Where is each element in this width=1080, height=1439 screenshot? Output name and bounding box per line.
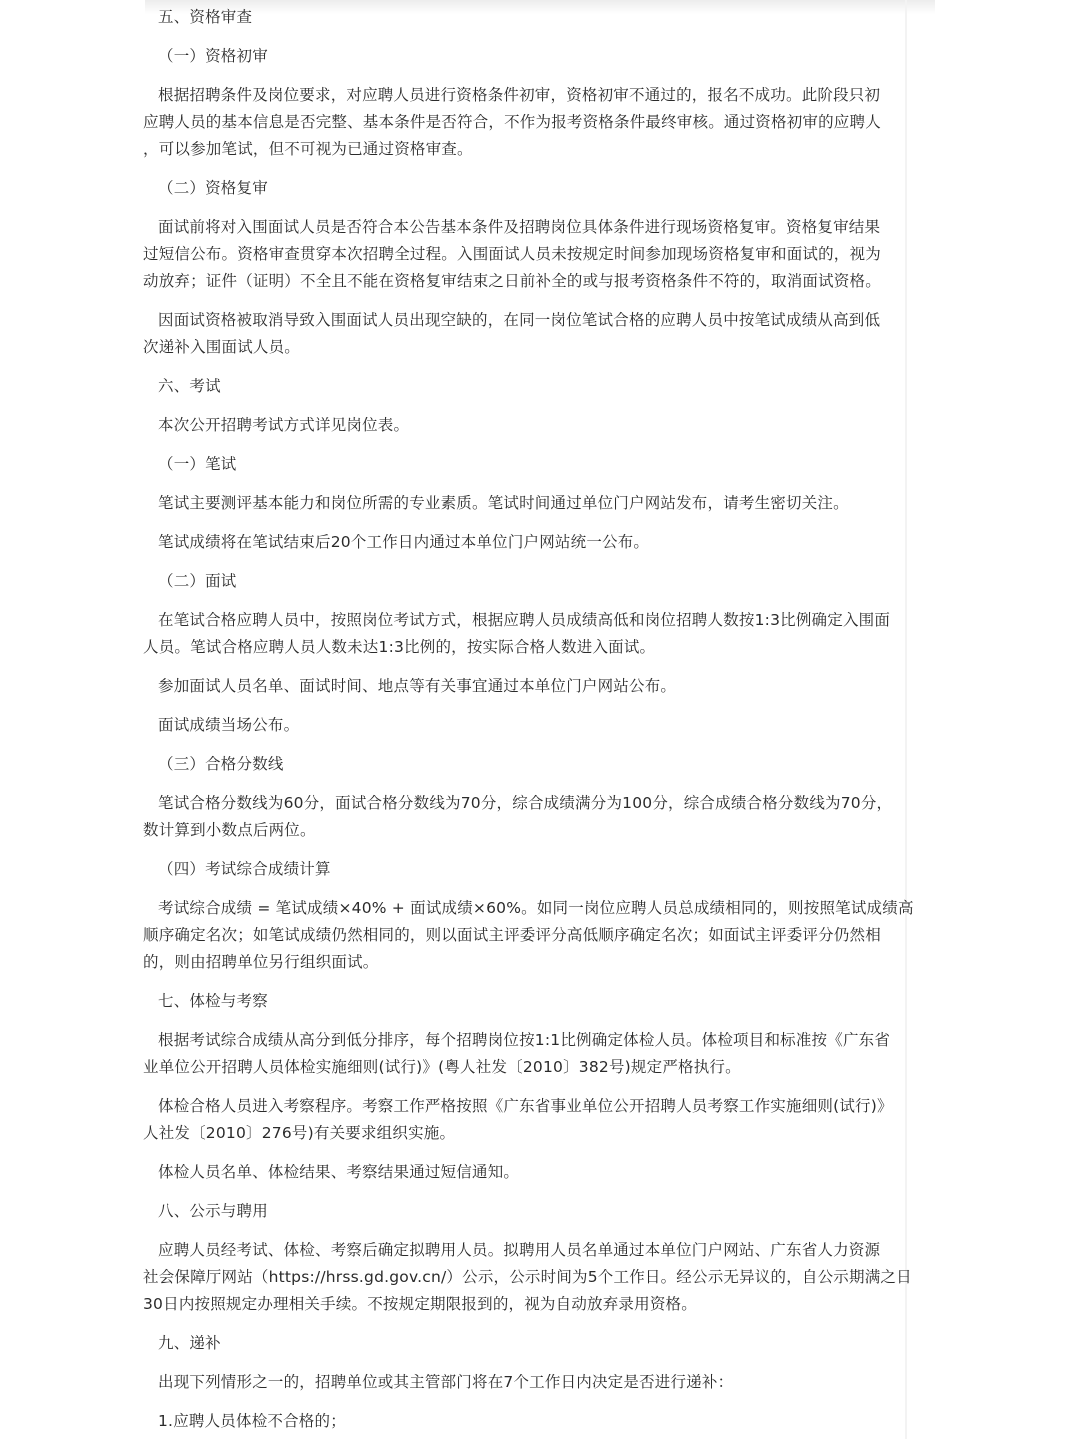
paragraph-line: 本次公开招聘考试方式详见岗位表。 — [158, 416, 410, 434]
heading-publicity: 八、公示与聘用 — [158, 1202, 268, 1220]
subheading-pass-score: （三）合格分数线 — [158, 755, 284, 773]
subheading-written-exam: （一）笔试 — [158, 455, 237, 473]
paragraph-line: 30日内按照规定办理相关手续。不按规定期限报到的，视为自动放弃录用资格。 — [143, 1295, 697, 1313]
subheading-composite-score: （四）考试综合成绩计算 — [158, 860, 331, 878]
paragraph-line: 人社发〔2010〕276号)有关要求组织实施。 — [143, 1124, 456, 1142]
paragraph-line: 出现下列情形之一的，招聘单位或其主管部门将在7个工作日内决定是否进行递补： — [158, 1373, 734, 1391]
paragraph-line: 社会保障厅网站（https://hrss.gd.gov.cn/）公示，公示时间为5个工作日。经公示无异议的，自公示期满之日 — [143, 1268, 912, 1286]
paragraph-line: 过短信公布。资格审查贯穿本次招聘全过程。入围面试人员未按规定时间参加现场资格复审和面试的，视为 — [143, 245, 881, 263]
paragraph-line: 因面试资格被取消导致入围面试人员出现空缺的，在同一岗位笔试合格的应聘人员中按笔试成绩从高到低 — [158, 311, 881, 329]
subheading-re-review: （二）资格复审 — [158, 179, 268, 197]
subheading-initial-review: （一）资格初审 — [158, 47, 268, 65]
paragraph-line: 面试前将对入围面试人员是否符合本公告基本条件及招聘岗位具体条件进行现场资格复审。资格复审结果 — [158, 218, 881, 236]
paragraph-line: 顺序确定名次；如笔试成绩仍然相同的，则以面试主评委评分高低顺序确定名次；如面试主评委评分仍然相 — [143, 926, 881, 944]
paragraph-line: 数计算到小数点后两位。 — [143, 821, 316, 839]
paragraph-line: 笔试主要测评基本能力和岗位所需的专业素质。笔试时间通过单位门户网站发布，请考生密切关注。 — [158, 494, 849, 512]
heading-exam: 六、考试 — [158, 377, 221, 395]
paragraph-line: 考试综合成绩 = 笔试成绩×40% + 面试成绩×60%。如同一岗位应聘人员总成绩相同的，则按照笔试成绩高 — [158, 899, 914, 917]
paragraph-line: 应聘人员的基本信息是否完整、基本条件是否符合，不作为报考资格条件最终审核。通过资格初审的应聘人 — [143, 113, 881, 131]
heading-qualification-review: 五、资格审查 — [158, 8, 253, 26]
paragraph-line: 的，则由招聘单位另行组织面试。 — [143, 953, 379, 971]
paragraph-line: 笔试成绩将在笔试结束后20个工作日内通过本单位门户网站统一公布。 — [158, 533, 650, 551]
paragraph-line: 根据考试综合成绩从高分到低分排序，每个招聘岗位按1:1比例确定体检人员。体检项目和标准按《广东省 — [158, 1031, 891, 1049]
heading-replacement: 九、递补 — [158, 1334, 221, 1352]
list-item: 1.应聘人员体检不合格的； — [158, 1412, 346, 1430]
paragraph-line: 参加面试人员名单、面试时间、地点等有关事宜通过本单位门户网站公布。 — [158, 677, 677, 695]
paragraph-line: ，可以参加笔试，但不可视为已通过资格审查。 — [143, 140, 473, 158]
paragraph-line: 体检合格人员进入考察程序。考察工作严格按照《广东省事业单位公开招聘人员考察工作实施细则(试行)》 — [158, 1097, 893, 1115]
heading-medical-exam: 七、体检与考察 — [158, 992, 268, 1010]
paragraph-line: 应聘人员经考试、体检、考察后确定拟聘用人员。拟聘用人员名单通过本单位门户网站、广东省人力资源 — [158, 1241, 881, 1259]
paragraph-line: 根据招聘条件及岗位要求，对应聘人员进行资格条件初审，资格初审不通过的，报名不成功。此阶段只初 — [158, 86, 881, 104]
paragraph-line: 体检人员名单、体检结果、考察结果通过短信通知。 — [158, 1163, 520, 1181]
paragraph-line: 人员。笔试合格应聘人员人数未达1:3比例的，按实际合格人数进入面试。 — [143, 638, 656, 656]
top-shadow — [145, 0, 935, 14]
subheading-interview: （二）面试 — [158, 572, 237, 590]
right-divider — [905, 0, 907, 1439]
paragraph-line: 面试成绩当场公布。 — [158, 716, 300, 734]
paragraph-line: 业单位公开招聘人员体检实施细则(试行)》(粤人社发〔2010〕382号)规定严格执行。 — [143, 1058, 741, 1076]
paragraph-line: 次递补入围面试人员。 — [143, 338, 301, 356]
paragraph-line: 笔试合格分数线为60分，面试合格分数线为70分，综合成绩满分为100分，综合成绩合格分数线为70分， — [158, 794, 893, 812]
paragraph-line: 在笔试合格应聘人员中，按照岗位考试方式，根据应聘人员成绩高低和岗位招聘人数按1:3比例确定入围面 — [158, 611, 891, 629]
paragraph-line: 动放弃；证件（证明）不全且不能在资格复审结束之日前补全的或与报考资格条件不符的，取消面试资格。 — [143, 272, 881, 290]
